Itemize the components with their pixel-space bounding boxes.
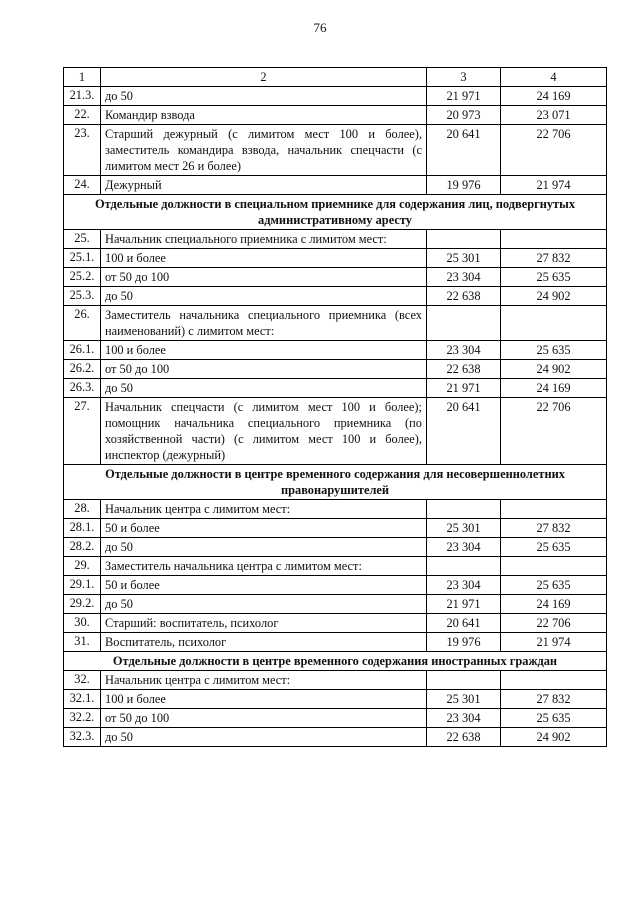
value-col-4: 25 635: [501, 709, 607, 728]
table-row: [64, 671, 607, 690]
row-number: 26.3.: [64, 379, 101, 398]
value-col-4: [501, 671, 607, 690]
position-name: от 50 до 100: [101, 268, 427, 287]
header-col-1: 1: [64, 68, 101, 87]
value-col-3: 25 301: [427, 690, 501, 709]
value-col-4: 24 169: [501, 87, 607, 106]
position-name: Начальник центра с лимитом мест:: [101, 500, 427, 519]
value-col-3: [427, 306, 501, 341]
row-number: 32.2.: [64, 709, 101, 728]
position-name: 100 и более: [101, 249, 427, 268]
position-name: до 50: [101, 287, 427, 306]
value-col-3: 23 304: [427, 576, 501, 595]
value-col-3: 19 976: [427, 176, 501, 195]
value-col-4: 22 706: [501, 398, 607, 465]
position-name: Начальник центра с лимитом мест:: [101, 671, 427, 690]
row-number: 28.: [64, 500, 101, 519]
row-number: 25.: [64, 230, 101, 249]
row-number: 27.: [64, 398, 101, 465]
table-row: [64, 106, 607, 125]
salary-table: [63, 67, 607, 747]
position-name: Старший: воспитатель, психолог: [101, 614, 427, 633]
value-col-4: 25 635: [501, 341, 607, 360]
value-col-3: 23 304: [427, 341, 501, 360]
section-title: Отдельные должности в специальном приемнике для содержания лиц, подвергнутых административному аресту: [64, 195, 607, 230]
value-col-3: [427, 557, 501, 576]
value-col-3: 23 304: [427, 268, 501, 287]
value-col-4: [501, 557, 607, 576]
value-col-3: [427, 671, 501, 690]
value-col-4: 27 832: [501, 249, 607, 268]
row-number: 25.2.: [64, 268, 101, 287]
position-name: от 50 до 100: [101, 360, 427, 379]
position-name: до 50: [101, 87, 427, 106]
table-row: [64, 500, 607, 519]
position-name: Дежурный: [101, 176, 427, 195]
value-col-3: 22 638: [427, 728, 501, 747]
position-name: до 50: [101, 595, 427, 614]
value-col-3: 23 304: [427, 538, 501, 557]
position-name: Воспитатель, психолог: [101, 633, 427, 652]
value-col-4: 23 071: [501, 106, 607, 125]
position-name: до 50: [101, 379, 427, 398]
value-col-4: 24 902: [501, 728, 607, 747]
table-row: [64, 341, 607, 360]
table-row: [64, 360, 607, 379]
table-row: [64, 87, 607, 106]
position-name: 100 и более: [101, 690, 427, 709]
section-title: Отдельные должности в центре временного содержания иностранных граждан: [64, 652, 607, 671]
table-row: [64, 709, 607, 728]
value-col-4: 21 974: [501, 176, 607, 195]
position-name: Заместитель начальника специального приемника (всех наименований) с лимитом мест:: [101, 306, 427, 341]
value-col-4: [501, 230, 607, 249]
position-name: от 50 до 100: [101, 709, 427, 728]
row-number: 32.: [64, 671, 101, 690]
value-col-4: 24 902: [501, 360, 607, 379]
position-name: Командир взвода: [101, 106, 427, 125]
value-col-3: 20 973: [427, 106, 501, 125]
position-name: Заместитель начальника центра с лимитом мест:: [101, 557, 427, 576]
table-body: [64, 87, 607, 747]
position-name: 50 и более: [101, 576, 427, 595]
table-row: [64, 268, 607, 287]
section-title: Отдельные должности в центре временного содержания для несовершеннолетних правонарушителей: [64, 465, 607, 500]
position-name: до 50: [101, 728, 427, 747]
value-col-3: 20 641: [427, 398, 501, 465]
row-number: 29.1.: [64, 576, 101, 595]
row-number: 29.: [64, 557, 101, 576]
row-number: 31.: [64, 633, 101, 652]
table-row: [64, 230, 607, 249]
row-number: 24.: [64, 176, 101, 195]
row-number: 29.2.: [64, 595, 101, 614]
header-col-3: 3: [427, 68, 501, 87]
row-number: 25.1.: [64, 249, 101, 268]
table-row: [64, 595, 607, 614]
row-number: 22.: [64, 106, 101, 125]
row-number: 28.1.: [64, 519, 101, 538]
value-col-3: [427, 230, 501, 249]
position-name: 50 и более: [101, 519, 427, 538]
table-row: [64, 519, 607, 538]
header-col-4: 4: [501, 68, 607, 87]
page-number: 76: [313, 20, 327, 35]
value-col-4: 25 635: [501, 538, 607, 557]
position-name: Начальник спецчасти (с лимитом мест 100 и более); помощник начальника специального приемника (по хозяйственной части) (с лимитом мест 100 и более), инспектор (дежурный): [101, 398, 427, 465]
value-col-4: 24 902: [501, 287, 607, 306]
section-header-row: [64, 652, 607, 671]
table-row: [64, 690, 607, 709]
table-header-row: [64, 68, 607, 87]
value-col-3: [427, 500, 501, 519]
value-col-3: 21 971: [427, 595, 501, 614]
table-row: [64, 557, 607, 576]
position-name: 100 и более: [101, 341, 427, 360]
table-row: [64, 538, 607, 557]
row-number: 21.3.: [64, 87, 101, 106]
value-col-4: 22 706: [501, 614, 607, 633]
value-col-3: 20 641: [427, 125, 501, 176]
value-col-3: 22 638: [427, 360, 501, 379]
row-number: 23.: [64, 125, 101, 176]
table-row: [64, 287, 607, 306]
row-number: 32.3.: [64, 728, 101, 747]
value-col-4: 24 169: [501, 379, 607, 398]
value-col-4: 21 974: [501, 633, 607, 652]
value-col-4: [501, 500, 607, 519]
value-col-4: 27 832: [501, 690, 607, 709]
table-row: [64, 728, 607, 747]
value-col-3: 21 971: [427, 87, 501, 106]
position-name: Начальник специального приемника с лимитом мест:: [101, 230, 427, 249]
row-number: 26.2.: [64, 360, 101, 379]
row-number: 26.1.: [64, 341, 101, 360]
value-col-4: 24 169: [501, 595, 607, 614]
row-number: 26.: [64, 306, 101, 341]
table-row: [64, 306, 607, 341]
value-col-3: 20 641: [427, 614, 501, 633]
table-row: [64, 379, 607, 398]
value-col-3: 22 638: [427, 287, 501, 306]
table-row: [64, 614, 607, 633]
table-row: [64, 176, 607, 195]
section-header-row: [64, 465, 607, 500]
value-col-3: 21 971: [427, 379, 501, 398]
value-col-4: 25 635: [501, 576, 607, 595]
table-row: [64, 633, 607, 652]
table-row: [64, 249, 607, 268]
value-col-3: 25 301: [427, 249, 501, 268]
table-row: [64, 125, 607, 176]
value-col-3: 25 301: [427, 519, 501, 538]
row-number: 25.3.: [64, 287, 101, 306]
value-col-4: 22 706: [501, 125, 607, 176]
value-col-4: 27 832: [501, 519, 607, 538]
position-name: Старший дежурный (с лимитом мест 100 и более), заместитель командира взвода, начальник спецчасти (с лимитом мест 26 и более): [101, 125, 427, 176]
table-row: [64, 398, 607, 465]
row-number: 28.2.: [64, 538, 101, 557]
row-number: 30.: [64, 614, 101, 633]
table-row: [64, 576, 607, 595]
header-col-2: 2: [101, 68, 427, 87]
position-name: до 50: [101, 538, 427, 557]
value-col-3: 23 304: [427, 709, 501, 728]
row-number: 32.1.: [64, 690, 101, 709]
value-col-4: 25 635: [501, 268, 607, 287]
value-col-3: 19 976: [427, 633, 501, 652]
value-col-4: [501, 306, 607, 341]
section-header-row: [64, 195, 607, 230]
